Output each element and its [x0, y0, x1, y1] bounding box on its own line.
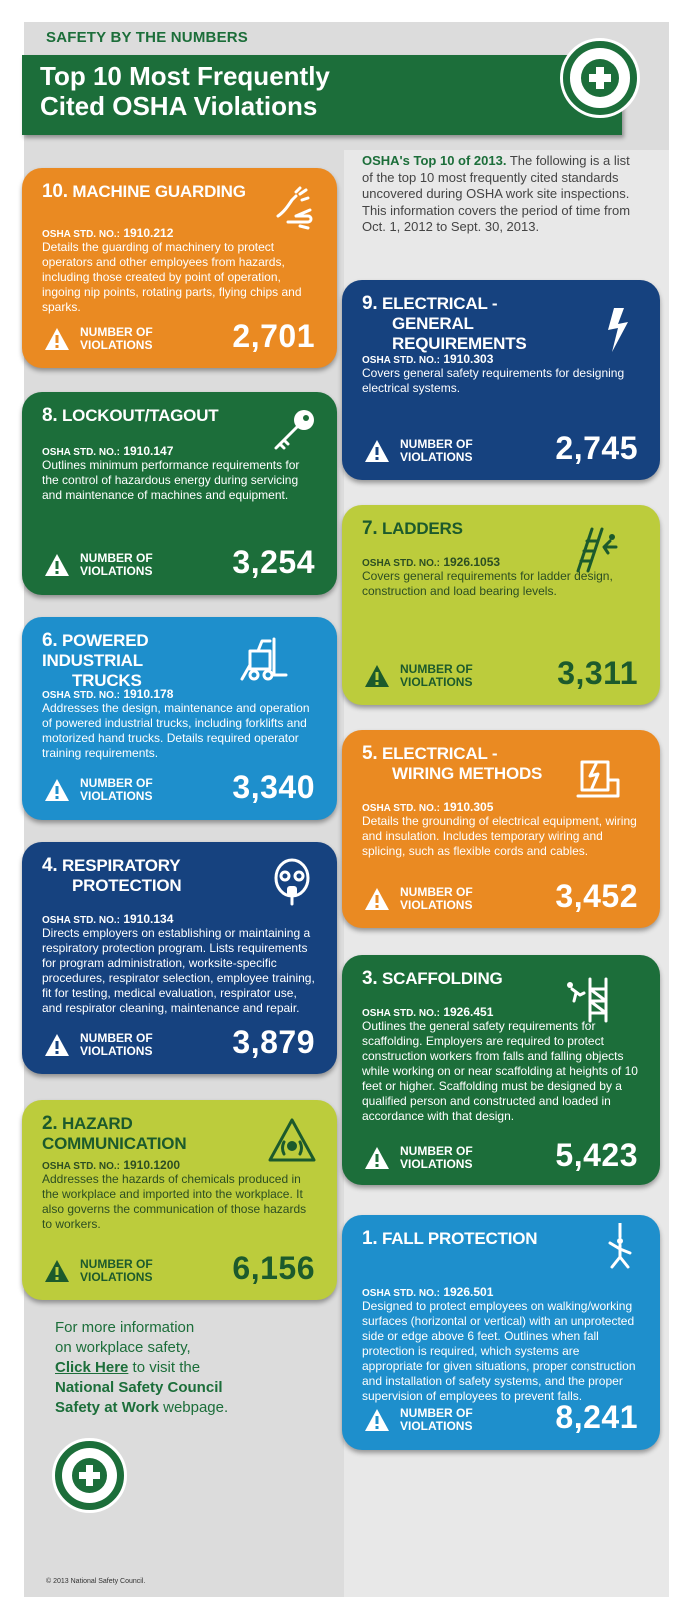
page-title: Top 10 Most Frequently Cited OSHA Violations	[40, 61, 330, 121]
falling-ladder-icon	[572, 525, 620, 573]
violation-name: HAZARD COMMUNICATION	[42, 1114, 187, 1153]
violation-name: FALL PROTECTION	[381, 1229, 538, 1248]
violation-card	[342, 955, 660, 1185]
violation-rank: 2.	[42, 1113, 58, 1134]
warning-icon	[364, 664, 390, 688]
violation-card	[342, 730, 660, 928]
violation-rank: 4.	[42, 855, 58, 876]
warning-icon	[44, 327, 70, 351]
warning-icon	[44, 1259, 70, 1283]
violation-description: Addresses the hazards of chemicals produced in the workplace and imported into the workplace. It also governs the communication of those hazards to workers.	[42, 1172, 307, 1231]
violation-rank: 6.	[42, 630, 58, 651]
violation-name: SCAFFOLDING	[381, 969, 503, 988]
violations-label: NUMBER OF VIOLATIONS	[400, 662, 473, 689]
violation-description: Outlines the general safety requirements for scaffolding. Employers are required to protect construction workers from falls and falling objects while working on or near scaffolding at heights of 10 feet or higher. Scaffolding must be designed by a qualified person and constructed and loaded in accordance with that design.	[362, 1019, 638, 1123]
lightning-bolt-icon	[594, 306, 642, 354]
electrical-box-icon	[574, 752, 622, 800]
violations-label: NUMBER OF VIOLATIONS	[400, 885, 473, 912]
scaffold-fall-icon	[564, 975, 612, 1023]
violation-count: 3,879	[232, 1024, 315, 1060]
violations-label: NUMBER OF VIOLATIONS	[80, 1031, 153, 1058]
violation-card	[22, 842, 337, 1074]
violation-rank: 10.	[42, 181, 68, 202]
violation-description: Covers general requirements for ladder design, construction and load bearing levels.	[362, 569, 613, 598]
violations-label: NUMBER OF VIOLATIONS	[80, 776, 153, 803]
violation-std: OSHA STD. NO.: 1910.305	[362, 800, 494, 814]
violation-title	[362, 294, 590, 354]
violation-title	[362, 969, 560, 989]
violation-description: Directs employers on establishing or maintaining a respiratory protection program. Lists requirements for program administration, worksite-specific procedures, respirator selection, employee training, fit for testing, medical evaluation, respirator use, and respirator cleaning, maintenance and repair.	[42, 926, 315, 1015]
violation-card	[22, 392, 337, 595]
violation-title	[42, 182, 266, 202]
key-icon	[270, 406, 318, 454]
violation-card	[22, 617, 337, 820]
violation-count: 8,241	[555, 1399, 638, 1435]
kicker: SAFETY BY THE NUMBERS	[46, 29, 249, 46]
forklift-icon	[240, 635, 288, 683]
violation-name: POWERED INDUSTRIAL	[42, 631, 149, 670]
violation-count: 2,701	[232, 318, 315, 354]
violation-count: 2,745	[555, 430, 638, 466]
violation-title	[42, 406, 266, 426]
violation-card	[22, 168, 337, 368]
violation-std: OSHA STD. NO.: 1910.1200	[42, 1158, 181, 1172]
violation-title	[362, 744, 570, 784]
violation-std: OSHA STD. NO.: 1926.501	[362, 1285, 494, 1299]
violation-title	[362, 1229, 592, 1249]
violation-name: LADDERS	[381, 519, 463, 538]
warning-icon	[44, 778, 70, 802]
warning-icon	[364, 439, 390, 463]
violations-label: NUMBER OF VIOLATIONS	[80, 1257, 153, 1284]
violation-title	[362, 519, 568, 539]
violation-std: OSHA STD. NO.: 1910.303	[362, 352, 494, 366]
violation-rank: 3.	[362, 968, 378, 989]
violation-name: RESPIRATORY	[61, 856, 181, 875]
violations-label: NUMBER OF VIOLATIONS	[400, 437, 473, 464]
violation-count: 3,254	[232, 544, 315, 580]
violation-title	[42, 1114, 264, 1154]
warning-icon	[44, 553, 70, 577]
violation-count: 5,423	[555, 1137, 638, 1173]
violation-name: ELECTRICAL -	[381, 744, 498, 763]
violation-title	[42, 631, 236, 691]
gas-mask-icon	[268, 858, 316, 906]
violation-title	[42, 856, 264, 896]
violation-name-line2: WIRING METHODS	[392, 764, 543, 783]
title-banner	[22, 55, 622, 135]
violation-name: MACHINE GUARDING	[72, 182, 246, 201]
violations-label: NUMBER OF VIOLATIONS	[80, 325, 153, 352]
footer-callout: For more information on workplace safety, Click Here to visit the National Safety Council Safety at Work webpage.	[55, 1319, 229, 1416]
harness-fall-icon	[596, 1223, 644, 1271]
warning-icon	[44, 1033, 70, 1057]
violation-name-line2: GENERAL REQUIREMENTS	[392, 314, 527, 353]
violations-label: NUMBER OF VIOLATIONS	[400, 1144, 473, 1171]
warning-icon	[364, 887, 390, 911]
violation-count: 3,340	[232, 769, 315, 805]
violation-name: LOCKOUT/TAGOUT	[61, 406, 219, 425]
violation-std: OSHA STD. NO.: 1910.134	[42, 912, 174, 926]
violation-rank: 5.	[362, 743, 378, 764]
violation-name: ELECTRICAL -	[381, 294, 498, 313]
violation-std: OSHA STD. NO.: 1926.1053	[362, 555, 501, 569]
violation-rank: 7.	[362, 518, 378, 539]
violation-description: Designed to protect employees on walking/working surfaces (horizontal or vertical) with an unprotected side or edge above 6 feet. Outlines when fall protection is required, which systems are appropriate for given situations, proper construction and installation of safety systems, and the proper supervision of employees to prevent falls.	[362, 1299, 636, 1403]
click-here-link[interactable]: Click Here	[55, 1359, 129, 1376]
violation-description: Details the guarding of machinery to protect operators and other employees from hazards, including those created by point of operation, ingoing nip points, rotating parts, flying chips and sparks.	[42, 240, 302, 314]
violation-description: Covers general safety requirements for designing electrical systems.	[362, 366, 625, 395]
violation-description: Details the grounding of electrical equipment, wiring and insulation. Includes temporary wiring and splicing, such as flexible cords and cables.	[362, 814, 637, 858]
warning-icon	[364, 1408, 390, 1432]
violation-card	[22, 1100, 337, 1300]
violation-rank: 9.	[362, 293, 378, 314]
violation-std: OSHA STD. NO.: 1926.451	[362, 1005, 494, 1019]
violation-description: Addresses the design, maintenance and operation of powered industrial trucks, including forklifts and motorized hand trucks. Details required operator training requirements.	[42, 701, 310, 760]
copyright: © 2013 National Safety Council.	[46, 1578, 146, 1585]
violation-name-line2: PROTECTION	[72, 876, 182, 895]
violations-label: NUMBER OF VIOLATIONS	[80, 551, 153, 578]
hazard-warning-icon	[268, 1116, 316, 1164]
violation-std: OSHA STD. NO.: 1910.147	[42, 444, 174, 458]
violation-description: Outlines minimum performance requirements for the control of hazardous energy during servicing and maintenance of machines and equipment.	[42, 458, 300, 502]
hand-icon	[270, 186, 318, 234]
violation-card	[342, 505, 660, 705]
intro-text: OSHA's Top 10 of 2013. The following is a list of the top 10 most frequently cited standards uncovered during OSHA work site inspections. This information covers the period of time from Oct. 1, 2012 to Sept. 30, 2013.	[362, 153, 631, 234]
violation-card	[342, 280, 660, 480]
warning-icon	[364, 1146, 390, 1170]
violation-count: 3,452	[555, 878, 638, 914]
violation-name-line2: TRUCKS	[72, 671, 142, 690]
violation-rank: 8.	[42, 405, 58, 426]
violations-label: NUMBER OF VIOLATIONS	[400, 1406, 473, 1433]
violation-std: OSHA STD. NO.: 1910.212	[42, 226, 174, 240]
violation-card	[342, 1215, 660, 1450]
violation-std: OSHA STD. NO.: 1910.178	[42, 687, 174, 701]
violation-count: 3,311	[557, 655, 638, 691]
nsc-seal-footer-logo	[52, 1438, 127, 1513]
nsc-seal-logo	[560, 38, 640, 118]
violation-rank: 1.	[362, 1228, 378, 1249]
violation-count: 6,156	[232, 1250, 315, 1286]
